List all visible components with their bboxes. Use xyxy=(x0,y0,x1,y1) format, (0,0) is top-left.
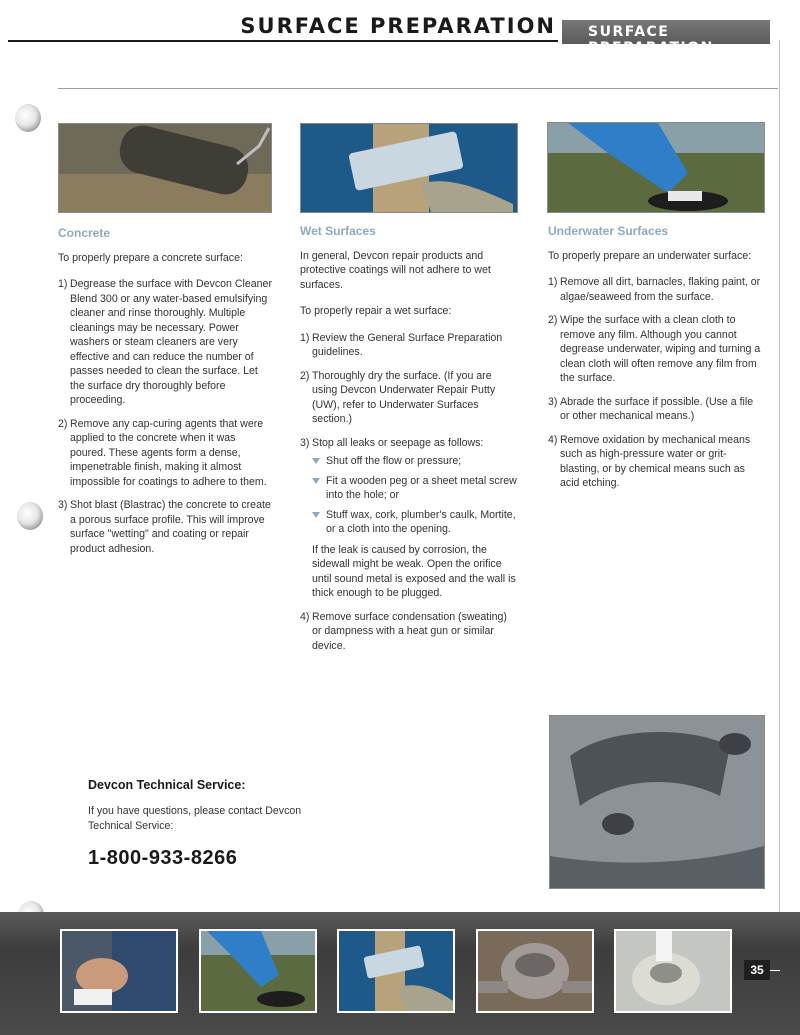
leak-note: If the leak is caused by corrosion, the sidewall might be weak. Open the orifice until sound metal is exposed and the wall is thick enough to be plugged. xyxy=(312,543,516,599)
header-divider xyxy=(8,40,558,42)
concrete-steps xyxy=(58,277,272,556)
thumbnail-valve xyxy=(476,929,594,1013)
wet-surface-photo xyxy=(300,123,518,213)
step-number: 3) xyxy=(300,436,310,449)
step-text: Review the General Surface Preparation guidelines. xyxy=(312,331,503,358)
sub-item xyxy=(312,454,518,469)
step-number: 1) xyxy=(300,331,310,344)
list-item xyxy=(58,417,272,490)
underwater-intro: To properly prepare an underwater surface: xyxy=(548,249,752,262)
binder-hole-middle xyxy=(17,502,43,530)
step-text: Stop all leaks or seepage as follows: xyxy=(312,436,484,449)
sub-item xyxy=(312,474,518,503)
step-text: Shot blast (Blastrac) the concrete to create a porous surface profile. This will improve surface "wetting" and coating or repair product adhesion. xyxy=(70,499,271,555)
list-item xyxy=(300,331,518,360)
step-number: 3) xyxy=(548,395,558,408)
concrete-column xyxy=(58,226,272,565)
page-number-tick xyxy=(770,970,780,971)
concrete-intro: To properly prepare a concrete surface: xyxy=(58,251,243,264)
step-text: Degrease the surface with Devcon Cleaner Blend 300 or any water-based emulsifying cleaner and rinse thoroughly. Multiple cleanings may be necessary. Power washers or steam cleaners are very effective and can reduce the number of passes needed to clean the surface. Let the surface dry thoroughly before proceeding. xyxy=(70,278,272,406)
wet-intro: In general, Devcon repair products and protective coatings will not adhere to wet surfaces. xyxy=(300,249,491,291)
list-item xyxy=(300,436,518,601)
thumbnail-pump-housing xyxy=(614,929,732,1013)
technical-service-block xyxy=(88,778,348,870)
page-title: SURFACE PREPARATION xyxy=(240,14,556,38)
wet-steps xyxy=(300,331,518,654)
content-rule xyxy=(58,88,778,89)
underwater-photo xyxy=(547,122,765,213)
sub-item-text: Shut off the flow or pressure; xyxy=(326,455,462,467)
list-item xyxy=(300,369,518,427)
list-item xyxy=(548,395,764,424)
page-edge xyxy=(779,40,780,940)
list-item xyxy=(548,433,764,491)
step-number: 1) xyxy=(548,276,558,288)
step-number: 4) xyxy=(300,610,310,623)
footer-strip xyxy=(0,912,800,1035)
thumbnail-wet-surface xyxy=(337,929,455,1013)
list-item xyxy=(58,277,272,408)
step-text: Remove any cap-curing agents that were applied to the concrete when it was poured. These agents form a dense, impenetrable finish, making it almost impossible for coatings to adhere to them. xyxy=(70,417,267,488)
corroded-flange-photo xyxy=(549,715,765,889)
thumbnail-underwater xyxy=(199,929,317,1013)
triangle-bullet-icon xyxy=(312,512,320,518)
binder-hole-top xyxy=(15,104,41,132)
triangle-bullet-icon xyxy=(312,458,320,464)
step-text: Remove surface condensation (sweating) or dampness with a heat gun or similar device. xyxy=(312,610,507,652)
concrete-heading: Concrete xyxy=(58,226,111,240)
step-text: Wipe the surface with a clean cloth to remove any film. Although you cannot degrease underwater, wiping and turning a clean cloth will often remove any film from the surface. xyxy=(560,314,761,384)
underwater-steps xyxy=(548,275,764,491)
technical-service-heading: Devcon Technical Service: xyxy=(88,778,246,792)
step-text: Abrade the surface if possible. (Use a file or other mechanical means.) xyxy=(560,395,754,422)
step-number: 2) xyxy=(58,417,68,430)
technical-service-text: If you have questions, please contact Devcon Technical Service: xyxy=(88,805,302,832)
wet-surfaces-heading: Wet Surfaces xyxy=(300,224,376,238)
step-number: 3) xyxy=(58,499,68,511)
underwater-column xyxy=(548,224,764,500)
phone-number[interactable]: 1-800-933-8266 xyxy=(88,847,238,869)
step-number: 1) xyxy=(58,278,68,290)
list-item xyxy=(548,313,764,386)
list-item xyxy=(548,275,764,304)
section-tab-label: SURFACE PREPARATION xyxy=(588,24,714,56)
step-text: Remove all dirt, barnacles, flaking paint, or algae/seaweed from the surface. xyxy=(560,276,761,303)
section-tab xyxy=(562,20,770,56)
thumbnail-hands-repair xyxy=(60,929,178,1013)
step-text: Remove oxidation by mechanical means such as high-pressure water or grit-blasting, or by chemical means such as acid etching. xyxy=(560,433,751,489)
step-text: Thoroughly dry the surface. (If you are using Devcon Underwater Repair Putty (UW), refer to Underwater Surfaces section.) xyxy=(312,369,496,425)
sub-item-text: Fit a wooden peg or a sheet metal screw into the hole; or xyxy=(326,474,517,501)
step-number: 2) xyxy=(300,369,310,382)
wet-intro-2: To properly repair a wet surface: xyxy=(300,305,452,317)
sub-item-text: Stuff wax, cork, plumber's caulk, Mortite, or a cloth into the opening. xyxy=(326,508,516,535)
step-number: 4) xyxy=(548,433,558,446)
list-item xyxy=(300,610,518,654)
step-number: 2) xyxy=(548,314,558,326)
list-item xyxy=(58,498,272,556)
wet-surfaces-column xyxy=(300,224,518,662)
page-number: 35 xyxy=(744,960,770,980)
sub-item xyxy=(312,508,518,537)
underwater-heading: Underwater Surfaces xyxy=(548,224,669,238)
concrete-roller-photo xyxy=(58,123,272,213)
triangle-bullet-icon xyxy=(312,478,320,484)
